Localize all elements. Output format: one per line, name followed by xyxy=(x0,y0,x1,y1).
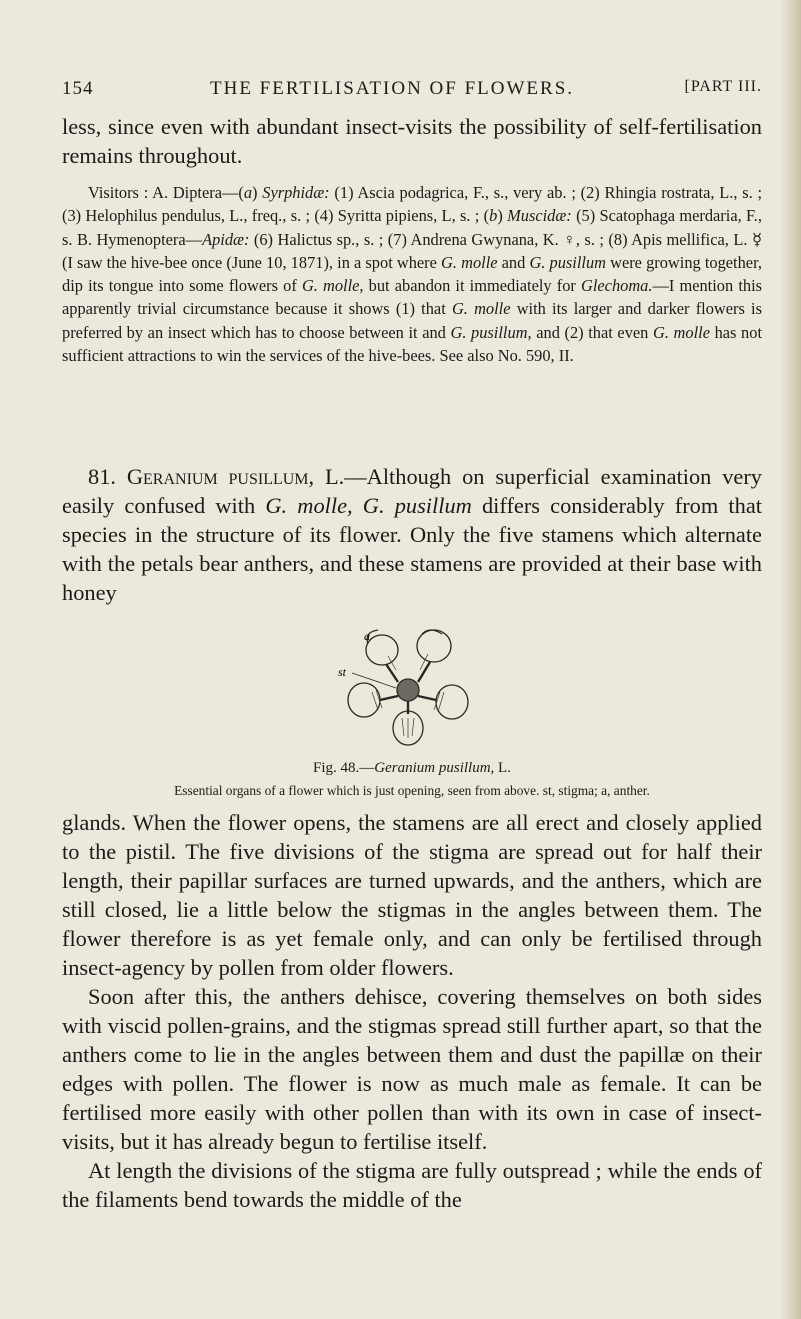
section-81 xyxy=(62,462,762,607)
figure-caption-title: Fig. 48.—Geranium pusillum, L. xyxy=(313,760,511,776)
anther-top-left xyxy=(366,635,398,665)
label-st-leader xyxy=(352,673,396,688)
figure-caption-description: Essential organs of a flower which is just opening, seen from above. st, stigma; a, anther. xyxy=(174,783,650,798)
continued-text: less, since even with abundant insect-visits the possibility of self-fertilisation remains throughout. xyxy=(62,114,762,168)
paragraph-at-length: At length the divisions of the stigma are fully outspread ; while the ends of the filaments bend towards the middle of the xyxy=(62,1158,762,1212)
running-header xyxy=(62,78,762,108)
section-number: 81. xyxy=(88,464,127,489)
page-number: 154 xyxy=(62,78,94,99)
body-text xyxy=(62,808,762,1214)
paragraph-glands: glands. When the flower opens, the stamens are all erect and closely applied to the pistil. The five divisions of the stigma are spread out for half their length, their papillar surfaces are turned upwards, and the anthers, which are still closed, lie a little below the stigmas in the angles between them. The flower therefore is as yet female only, and can only be fertilised through insect-agency by pollen from older flowers. xyxy=(62,810,762,980)
label-a: a xyxy=(364,629,370,643)
part-label: [PART III. xyxy=(684,78,762,95)
section-81-text: 81. Geranium pusillum, L.—Although on superficial examination very easily confused with G. molle, G. pusillum differs considerably from that species in the structure of its flower. Only the five stamens which alternate with the petals bear anthers, and these stamens are provided at their base with honey xyxy=(62,464,762,605)
continued-paragraph xyxy=(62,112,762,170)
anther-left xyxy=(348,683,380,717)
section-title: Geranium pusillum, L. xyxy=(126,464,345,489)
running-title: THE FERTILISATION OF FLOWERS. xyxy=(210,78,575,99)
page-edge-shadow xyxy=(779,0,801,1319)
visitors-text: Visitors : A. Diptera—(a) Syrphidæ: (1) Ascia podagrica, F., s., very ab. ; (2) Rhingia rostrata, L., s. ; (3) Helophilus pendulus, L., freq., s. ; (4) Syritta pipiens, L, s. ; (b) Muscidæ: (5) Scatophaga merdaria, F., s. B. Hymenoptera—Apidæ: (6) Halictus sp., s. ; (7) Andrena Gwynana, K. ♀, s. ; (8) Apis mellifica, L. ☿ (I saw the hive-bee once (June 10, 1871), in a spot where G. molle and G. pusillum were growing together, dip its tongue into some flowers of G. molle, but abandon it immediately for Glechoma.—I mention this apparently trivial circumstance because it shows (1) that G. molle with its larger and darker flowers is preferred by an insect which has to choose between it and G. pusillum, and (2) that even G. molle has not sufficient attractions to win the services of the hive-bees. See also No. 590, II. xyxy=(62,183,763,366)
stigma-center xyxy=(397,679,419,701)
visitors-paragraph xyxy=(62,181,762,367)
anther-top-right xyxy=(417,630,451,662)
label-st: st xyxy=(338,665,347,679)
paragraph-soon-after: Soon after this, the anthers dehisce, covering themselves on both sides with viscid pollen-grains, and the stigmas spread still further apart, so that the anthers come to lie in the angles between them and dust the papillæ on their edges with pollen. The flower is now as much male as female. It can be fertilised more easily with other pollen than with its own in case of insect-visits, but it has already begun to fertilise itself. xyxy=(62,984,762,1154)
geranium-flower-figure xyxy=(338,626,478,752)
